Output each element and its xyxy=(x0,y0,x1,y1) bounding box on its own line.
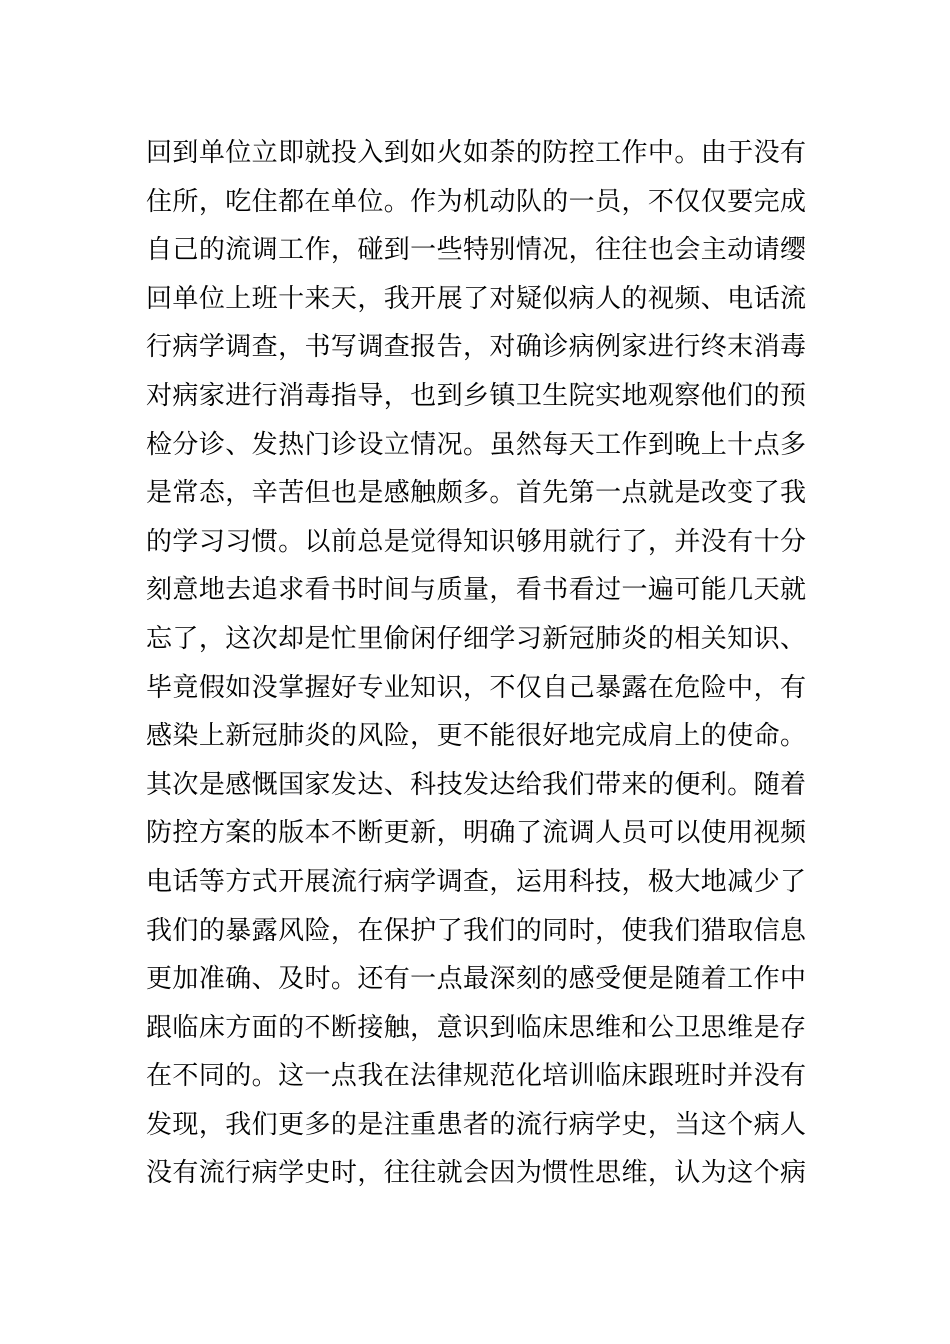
text-line: 没有流行病学史时，往往就会因为惯性思维，认为这个病 xyxy=(146,1158,806,1189)
text-line: 自己的流调工作，碰到一些特别情况，往往也会主动请缨 xyxy=(146,235,806,266)
text-line: 忘了，这次却是忙里偷闲仔细学习新冠肺炎的相关知识、 xyxy=(146,623,806,654)
text-line: 回到单位立即就投入到如火如荼的防控工作中。由于没有 xyxy=(146,138,806,168)
text-line: 感染上新冠肺炎的风险，更不能很好地完成肩上的使命。 xyxy=(146,721,806,752)
body-text xyxy=(146,131,806,1200)
text-line: 发现，我们更多的是注重患者的流行病学史，当这个病人 xyxy=(146,1109,806,1140)
text-line: 其次是感慨国家发达、科技发达给我们带来的便利。随着 xyxy=(146,769,806,800)
text-line: 的学习习惯。以前总是觉得知识够用就行了，并没有十分 xyxy=(146,526,806,557)
text-line: 刻意地去追求看书时间与质量，看书看过一遍可能几天就 xyxy=(146,575,806,606)
text-line: 在不同的。这一点我在法律规范化培训临床跟班时并没有 xyxy=(146,1061,806,1092)
text-line: 住所，吃住都在单位。作为机动队的一员，不仅仅要完成 xyxy=(146,186,806,217)
text-line: 我们的暴露风险，在保护了我们的同时，使我们猎取信息 xyxy=(146,915,806,946)
text-line: 回单位上班十来天，我开展了对疑似病人的视频、电话流 xyxy=(146,283,806,314)
text-line: 是常态，辛苦但也是感触颇多。首先第一点就是改变了我 xyxy=(146,478,806,509)
text-line: 行病学调查，书写调查报告，对确诊病例家进行终末消毒 xyxy=(146,332,806,363)
text-line: 检分诊、发热门诊设立情况。虽然每天工作到晚上十点多 xyxy=(146,429,806,460)
text-line: 更加准确、及时。还有一点最深刻的感受便是随着工作中 xyxy=(146,964,806,995)
text-line: 对病家进行消毒指导，也到乡镇卫生院实地观察他们的预 xyxy=(146,380,806,411)
text-line: 防控方案的版本不断更新，明确了流调人员可以使用视频 xyxy=(146,818,806,849)
text-line: 毕竟假如没掌握好专业知识，不仅自己暴露在危险中，有 xyxy=(146,672,806,703)
text-line: 跟临床方面的不断接触，意识到临床思维和公卫思维是存 xyxy=(146,1012,806,1043)
text-line: 电话等方式开展流行病学调查，运用科技，极大地减少了 xyxy=(146,866,806,897)
